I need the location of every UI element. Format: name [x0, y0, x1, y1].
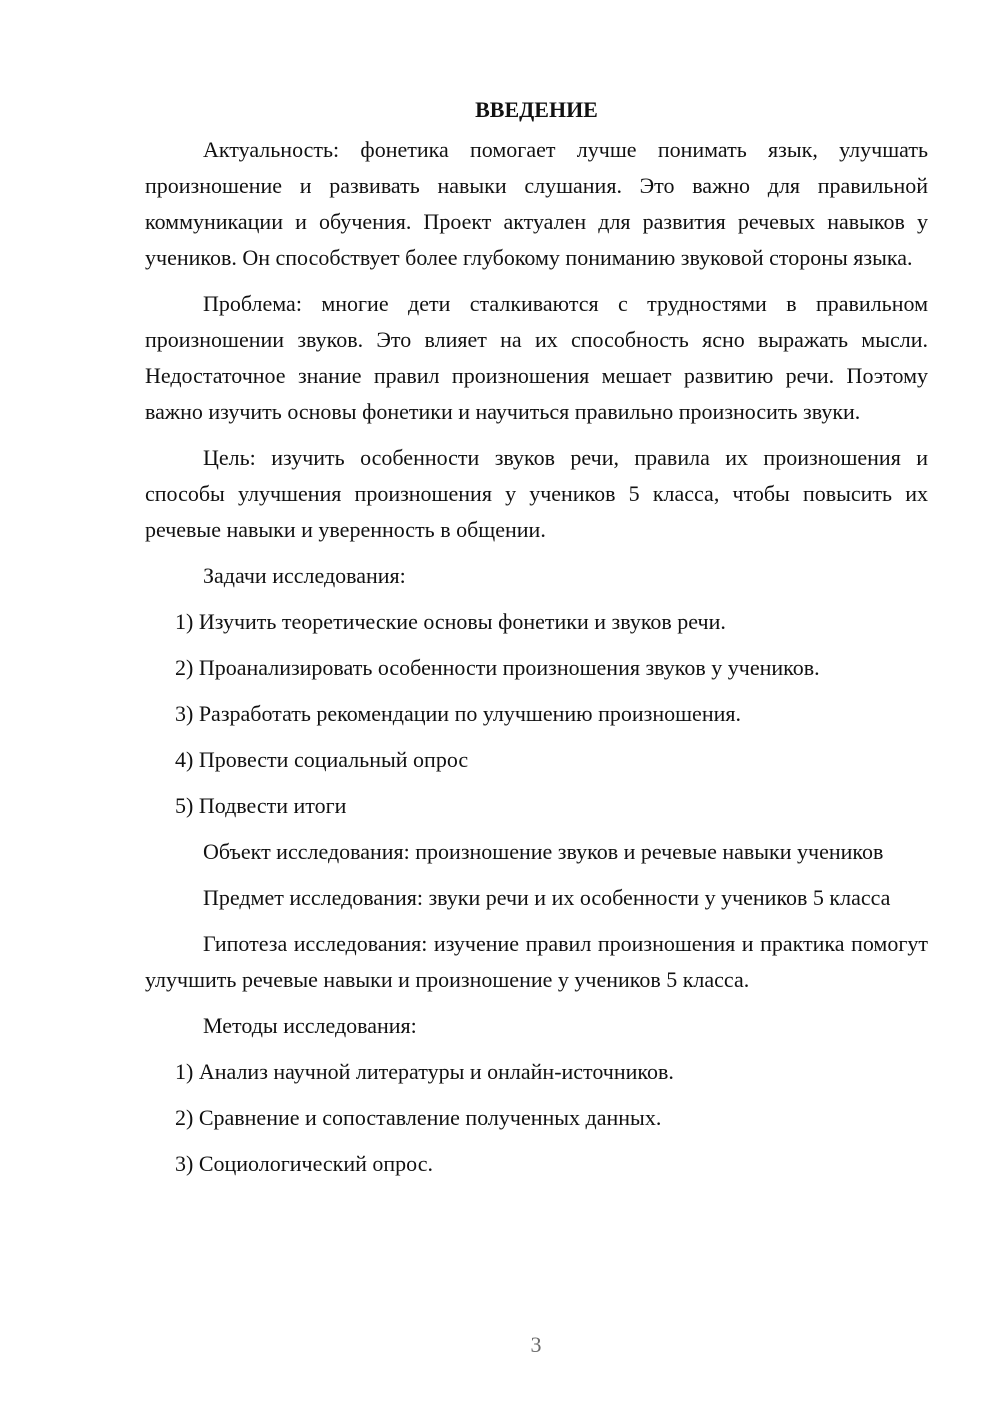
section-heading: ВВЕДЕНИЕ	[475, 97, 598, 122]
page-number: 3	[530, 1332, 542, 1357]
relevance-paragraph: Актуальность: фонетика помогает лучше понимать язык, улучшать произношение и развивать навыки слушания. Это важно для правильной коммуникации и обучения. Проект актуален для развития речевых навыков у учеников. Он способствует более глубокому пониманию звуковой стороны языка.	[145, 137, 928, 270]
list-item: 5) Подвести итоги	[175, 793, 347, 818]
tasks-list	[145, 604, 928, 824]
list-item: 1) Изучить теоретические основы фонетики и звуков речи.	[175, 609, 726, 634]
hypothesis-paragraph: Гипотеза исследования: изучение правил произношения и практика помогут улучшить речевые навыки и произношение у учеников 5 класса.	[145, 931, 928, 992]
methods-title: Методы исследования:	[203, 1013, 417, 1038]
methods-list	[145, 1054, 928, 1182]
list-item: 2) Проанализировать особенности произношения звуков у учеников.	[175, 655, 820, 680]
tasks-title: Задачи исследования:	[203, 563, 406, 588]
list-item: 2) Сравнение и сопоставление полученных данных.	[175, 1105, 662, 1130]
problem-paragraph: Проблема: многие дети сталкиваются с трудностями в правильном произношении звуков. Это влияет на их способность ясно выражать мысли. Недостаточное знание правил произношения мешает развитию речи. Поэтому важно изучить основы фонетики и научиться правильно произносить звуки.	[145, 291, 928, 424]
list-item: 3) Разработать рекомендации по улучшению произношения.	[175, 701, 741, 726]
object-paragraph: Объект исследования: произношение звуков и речевые навыки учеников	[203, 839, 884, 864]
list-item: 3) Социологический опрос.	[175, 1151, 433, 1176]
goal-paragraph: Цель: изучить особенности звуков речи, правила их произношения и способы улучшения произношения у учеников 5 класса, чтобы повысить их речевые навыки и уверенность в общении.	[145, 445, 928, 542]
list-item: 1) Анализ научной литературы и онлайн-источников.	[175, 1059, 674, 1084]
document-page	[145, 92, 928, 1192]
list-item: 4) Провести социальный опрос	[175, 747, 469, 772]
subject-paragraph: Предмет исследования: звуки речи и их особенности у учеников 5 класса	[203, 885, 891, 910]
